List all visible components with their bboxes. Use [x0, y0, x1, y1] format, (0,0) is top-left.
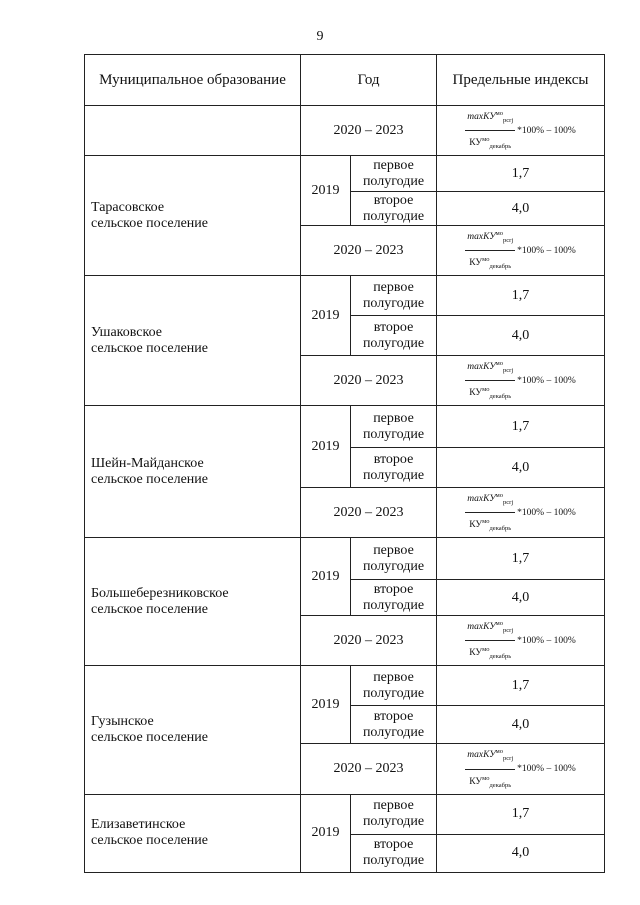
- header-indices: Предельные индексы: [437, 55, 605, 106]
- formula-denominator: [467, 770, 513, 794]
- municipality-name: Гузынское: [91, 714, 154, 730]
- municipality-cell: [85, 666, 301, 794]
- formula-den-main: КУ: [469, 138, 483, 149]
- half-year-cell: второе полугодие: [351, 706, 437, 744]
- municipality-name: Большеберезниковское: [91, 585, 229, 601]
- limit-index-formula: [437, 356, 604, 405]
- formula-denominator: [467, 641, 513, 665]
- formula-den-sup: мо: [482, 386, 490, 394]
- index-value-cell: 4,0: [437, 580, 605, 616]
- formula-numerator: [465, 744, 515, 769]
- formula-numerator: [465, 616, 515, 641]
- page-number: 9: [316, 29, 324, 44]
- formula-fraction: [465, 106, 515, 155]
- half-year-cell: первое полугодие: [351, 666, 437, 706]
- formula-cell: [437, 488, 605, 538]
- period-cell: 2020 – 2023: [301, 356, 437, 406]
- index-value-cell: 1,7: [437, 666, 605, 706]
- formula-den-sub: декабрь: [489, 263, 512, 271]
- formula-numerator: [465, 356, 515, 381]
- municipality-name: Елизаветинское: [91, 817, 186, 833]
- period-cell: 2020 – 2023: [301, 616, 437, 666]
- half-year-cell: второе полугодие: [351, 448, 437, 488]
- municipality-type: сельское поселение: [91, 215, 208, 231]
- municipality-type: сельское поселение: [91, 471, 208, 487]
- formula-num-sup: мо: [495, 492, 504, 500]
- formula-tail: *100% – 100%: [517, 764, 576, 775]
- formula-denominator: [467, 131, 513, 155]
- year-cell: 2019: [301, 406, 351, 488]
- year-cell: 2019: [301, 156, 351, 226]
- index-value-cell: 1,7: [437, 276, 605, 316]
- limit-index-formula: [437, 744, 604, 793]
- formula-fraction: [465, 616, 515, 665]
- formula-num-main: maxКУ: [467, 494, 496, 505]
- half-year-cell: первое полугодие: [351, 406, 437, 448]
- formula-cell: [437, 226, 605, 276]
- formula-denominator: [467, 251, 513, 275]
- period-cell: 2020 – 2023: [301, 106, 437, 156]
- municipality-cell: [85, 794, 301, 872]
- half-year-cell: второе полугодие: [351, 316, 437, 356]
- formula-den-main: КУ: [469, 648, 483, 659]
- formula-den-main: КУ: [469, 258, 483, 269]
- formula-tail: *100% – 100%: [517, 635, 576, 646]
- formula-num-sub: pcrj: [503, 499, 514, 507]
- formula-denominator: [467, 513, 513, 537]
- formula-cell: [437, 106, 605, 156]
- formula-num-sub: pcrj: [503, 755, 514, 763]
- formula-den-sup: мо: [482, 646, 490, 654]
- formula-num-main: maxКУ: [467, 750, 496, 761]
- index-value-cell: 4,0: [437, 834, 605, 872]
- formula-fraction: [465, 226, 515, 275]
- period-cell: 2020 – 2023: [301, 488, 437, 538]
- formula-den-sup: мо: [482, 136, 490, 144]
- half-year-cell: первое полугодие: [351, 276, 437, 316]
- municipality-type: сельское поселение: [91, 601, 208, 617]
- formula-num-main: maxКУ: [467, 232, 496, 243]
- table-row: [85, 666, 605, 706]
- formula-num-main: maxКУ: [467, 112, 496, 123]
- municipality-cell: [85, 276, 301, 406]
- municipality-cell-empty: [85, 106, 301, 156]
- municipality-cell: [85, 538, 301, 666]
- half-year-cell: первое полугодие: [351, 538, 437, 580]
- limit-index-formula: [437, 226, 604, 275]
- formula-cell: [437, 356, 605, 406]
- table-header-row: [85, 55, 605, 106]
- table-row: [85, 794, 605, 834]
- formula-den-sub: декабрь: [489, 653, 512, 661]
- formula-tail: *100% – 100%: [517, 507, 576, 518]
- limit-index-formula: [437, 616, 604, 665]
- formula-numerator: [465, 106, 515, 131]
- tariff-index-table: [84, 54, 605, 873]
- limit-index-formula: [437, 488, 604, 537]
- formula-den-main: КУ: [469, 388, 483, 399]
- index-value-cell: 4,0: [437, 316, 605, 356]
- period-cell: 2020 – 2023: [301, 744, 437, 794]
- formula-den-main: КУ: [469, 520, 483, 531]
- municipality-cell: [85, 406, 301, 538]
- header-municipality: Муниципальное образование: [85, 55, 301, 106]
- formula-num-sub: pcrj: [503, 237, 514, 245]
- year-cell: 2019: [301, 538, 351, 616]
- table-row: [85, 276, 605, 316]
- index-value-cell: 4,0: [437, 448, 605, 488]
- table-row: [85, 106, 605, 156]
- formula-numerator: [465, 226, 515, 251]
- index-value-cell: 1,7: [437, 406, 605, 448]
- formula-num-main: maxКУ: [467, 622, 496, 633]
- year-cell: 2019: [301, 666, 351, 744]
- formula-num-sub: pcrj: [503, 627, 514, 635]
- half-year-cell: первое полугодие: [351, 794, 437, 834]
- formula-num-sup: мо: [495, 360, 504, 368]
- municipality-cell: [85, 156, 301, 276]
- formula-tail: *100% – 100%: [517, 245, 576, 256]
- formula-fraction: [465, 356, 515, 405]
- limit-index-formula: [437, 106, 604, 155]
- formula-fraction: [465, 744, 515, 793]
- table-row: [85, 406, 605, 448]
- half-year-cell: второе полугодие: [351, 192, 437, 226]
- formula-fraction: [465, 488, 515, 537]
- formula-denominator: [467, 381, 513, 405]
- formula-num-sub: pcrj: [503, 367, 514, 375]
- formula-cell: [437, 616, 605, 666]
- formula-num-sub: pcrj: [503, 117, 514, 125]
- formula-tail: *100% – 100%: [517, 375, 576, 386]
- header-year: Год: [301, 55, 437, 106]
- formula-cell: [437, 744, 605, 794]
- formula-num-sup: мо: [495, 620, 504, 628]
- half-year-cell: второе полугодие: [351, 580, 437, 616]
- formula-numerator: [465, 488, 515, 513]
- table-row: [85, 156, 605, 192]
- formula-den-sub: декабрь: [489, 143, 512, 151]
- formula-den-sub: декабрь: [489, 525, 512, 533]
- formula-num-sup: мо: [495, 110, 504, 117]
- formula-den-sub: декабрь: [489, 393, 512, 401]
- year-cell: 2019: [301, 794, 351, 872]
- index-value-cell: 4,0: [437, 192, 605, 226]
- formula-den-sup: мо: [482, 774, 490, 782]
- index-value-cell: 1,7: [437, 538, 605, 580]
- index-value-cell: 1,7: [437, 156, 605, 192]
- municipality-type: сельское поселение: [91, 833, 208, 849]
- half-year-cell: первое полугодие: [351, 156, 437, 192]
- municipality-name: Тарасовское: [91, 199, 165, 215]
- municipality-type: сельское поселение: [91, 340, 208, 356]
- formula-num-sup: мо: [495, 748, 504, 756]
- municipality-name: Ушаковское: [91, 324, 162, 340]
- formula-num-main: maxКУ: [467, 362, 496, 373]
- table-row: [85, 538, 605, 580]
- index-value-cell: 4,0: [437, 706, 605, 744]
- municipality-type: сельское поселение: [91, 730, 208, 746]
- formula-den-sub: декабрь: [489, 781, 512, 789]
- index-value-cell: 1,7: [437, 794, 605, 834]
- period-cell: 2020 – 2023: [301, 226, 437, 276]
- formula-den-sup: мо: [482, 256, 490, 264]
- formula-num-sup: мо: [495, 230, 504, 238]
- formula-tail: *100% – 100%: [517, 125, 576, 136]
- formula-den-sup: мо: [482, 518, 490, 526]
- municipality-name: Шейн-Майданское: [91, 455, 204, 471]
- half-year-cell: второе полугодие: [351, 834, 437, 872]
- year-cell: 2019: [301, 276, 351, 356]
- formula-den-main: КУ: [469, 776, 483, 787]
